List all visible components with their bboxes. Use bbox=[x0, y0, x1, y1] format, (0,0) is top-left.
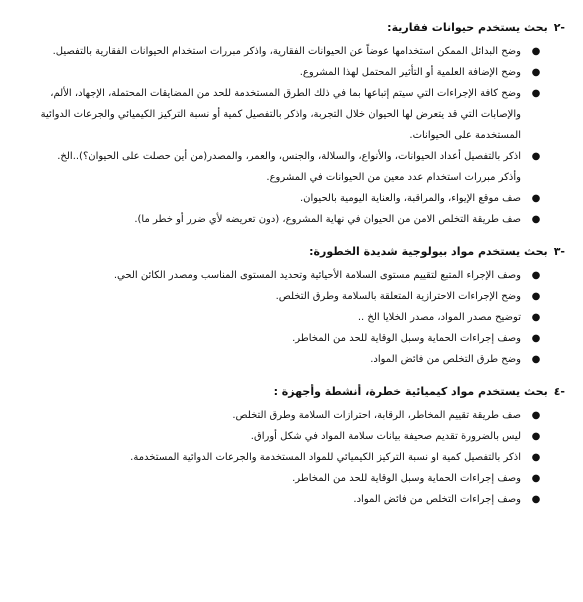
list-item bbox=[12, 146, 541, 188]
section-heading bbox=[12, 20, 565, 36]
item-text: وصف إجراءات التخلص من فائض المواد. bbox=[353, 494, 521, 505]
section-number: -٢ bbox=[553, 21, 565, 34]
bullet-icon: ● bbox=[531, 88, 541, 99]
bullet-list bbox=[12, 265, 565, 370]
item-text: وصف إجراءات الحماية وسبل الوقاية للحد من المخاطر. bbox=[292, 473, 521, 484]
bullet-icon: ● bbox=[531, 431, 541, 442]
bullet-icon: ● bbox=[531, 214, 541, 225]
bullet-icon: ● bbox=[531, 333, 541, 344]
list-item bbox=[12, 62, 541, 83]
section-title: بحث يستخدم حيوانات فقارية: bbox=[387, 21, 548, 34]
bullet-icon: ● bbox=[531, 312, 541, 323]
section-number: -٣ bbox=[553, 245, 565, 258]
section-heading bbox=[12, 244, 565, 260]
list-item bbox=[12, 489, 541, 510]
bullet-list bbox=[12, 41, 565, 230]
section-vertebrate-animals bbox=[12, 20, 565, 230]
item-text: وضح الإضافة العلمية أو التأثير المحتمل لهذا المشروع. bbox=[299, 67, 521, 78]
item-text: صف طريقة التخلص الامن من الحيوان في نهاية المشروع، (دون تعريضه لأي ضرر أو خطر ما). bbox=[134, 214, 521, 225]
list-item bbox=[12, 307, 541, 328]
item-text: المستخدمة على الحيوانات. bbox=[409, 130, 521, 141]
item-text: توضيح مصدر المواد، مصدر الخلايا الخ .. bbox=[357, 312, 521, 323]
item-text: وصف الإجراء المتبع لتقييم مستوى السلامة الأحيائية وتحديد المستوى المناسب ومصدر الكائن الحي. bbox=[113, 270, 521, 281]
bullet-icon: ● bbox=[531, 270, 541, 281]
list-item bbox=[12, 447, 541, 468]
list-item bbox=[12, 265, 541, 286]
bullet-icon: ● bbox=[531, 410, 541, 421]
bullet-icon: ● bbox=[531, 354, 541, 365]
section-number: -٤ bbox=[553, 385, 565, 398]
list-item bbox=[12, 426, 541, 447]
bullet-icon: ● bbox=[531, 151, 541, 162]
item-text: والإصابات التي قد يتعرض لها الحيوان خلال التجربة، واذكر بالتفصيل كمية أو نسبة التركيز الكيميائي والجرعات الدوائية bbox=[40, 109, 521, 120]
item-text: اذكر بالتفصيل كمية او نسبة التركيز الكيميائي للمواد المستخدمة والجرعات الدوائية المستخدمة. bbox=[130, 452, 521, 463]
item-text: وصف إجراءات الحماية وسبل الوقاية للحد من المخاطر. bbox=[292, 333, 521, 344]
section-biohazard-materials bbox=[12, 244, 565, 370]
list-item bbox=[12, 41, 541, 62]
item-text: صف موقع الإيواء، والمراقبة، والعناية اليومية بالحيوان. bbox=[299, 193, 521, 204]
item-text: ليس بالضرورة تقديم صحيفة بيانات سلامة المواد في شكل أوراق. bbox=[250, 431, 521, 442]
bullet-icon: ● bbox=[531, 494, 541, 505]
item-text: اذكر بالتفصيل أعداد الحيوانات، والأنواع، والسلالة، والجنس، والعمر، والمصدر(من أين حصلت على الحيوان؟)..الخ. bbox=[57, 151, 521, 162]
section-title: بحث يستخدم مواد بيولوجية شديدة الخطورة: bbox=[309, 245, 548, 258]
list-item bbox=[12, 286, 541, 307]
section-spacer bbox=[12, 370, 565, 384]
bullet-icon: ● bbox=[531, 193, 541, 204]
list-item bbox=[12, 188, 541, 209]
section-hazardous-chemicals bbox=[12, 384, 565, 510]
list-item bbox=[12, 468, 541, 489]
item-text: وضح كافة الإجراءات التي سيتم إتباعها بما في ذلك الطرق المستخدمة للحد من المضايقات المحتملة، الإجهاد، الألم، bbox=[50, 88, 521, 99]
list-item bbox=[12, 209, 541, 230]
section-spacer bbox=[12, 230, 565, 244]
item-text: وضح البدائل الممكن استخدامها عوضاً عن الحيوانات الفقارية، واذكر مبررات استخدام الحيوانات الفقارية بالتفصيل. bbox=[52, 46, 521, 57]
bullet-icon: ● bbox=[531, 46, 541, 57]
section-heading bbox=[12, 384, 565, 400]
bullet-icon: ● bbox=[531, 452, 541, 463]
item-text: وأذكر مبررات استخدام عدد معين من الحيوانات في المشروع. bbox=[266, 172, 521, 183]
bullet-icon: ● bbox=[531, 67, 541, 78]
list-item bbox=[12, 349, 541, 370]
item-text: وضح الإجراءات الاحترازية المتعلقة بالسلامة وطرق التخلص. bbox=[275, 291, 521, 302]
section-title: بحث يستخدم مواد كيميائية خطرة، أنشطة وأجهزة : bbox=[273, 385, 548, 398]
bullet-list bbox=[12, 405, 565, 510]
item-text: وضح طرق التخلص من فائض المواد. bbox=[370, 354, 521, 365]
list-item bbox=[12, 405, 541, 426]
item-text: صف طريقة تقييم المخاطر، الرقابة، احترازات السلامة وطرق التخلص. bbox=[232, 410, 521, 421]
list-item bbox=[12, 328, 541, 349]
bullet-icon: ● bbox=[531, 473, 541, 484]
bullet-icon: ● bbox=[531, 291, 541, 302]
list-item bbox=[12, 83, 541, 146]
